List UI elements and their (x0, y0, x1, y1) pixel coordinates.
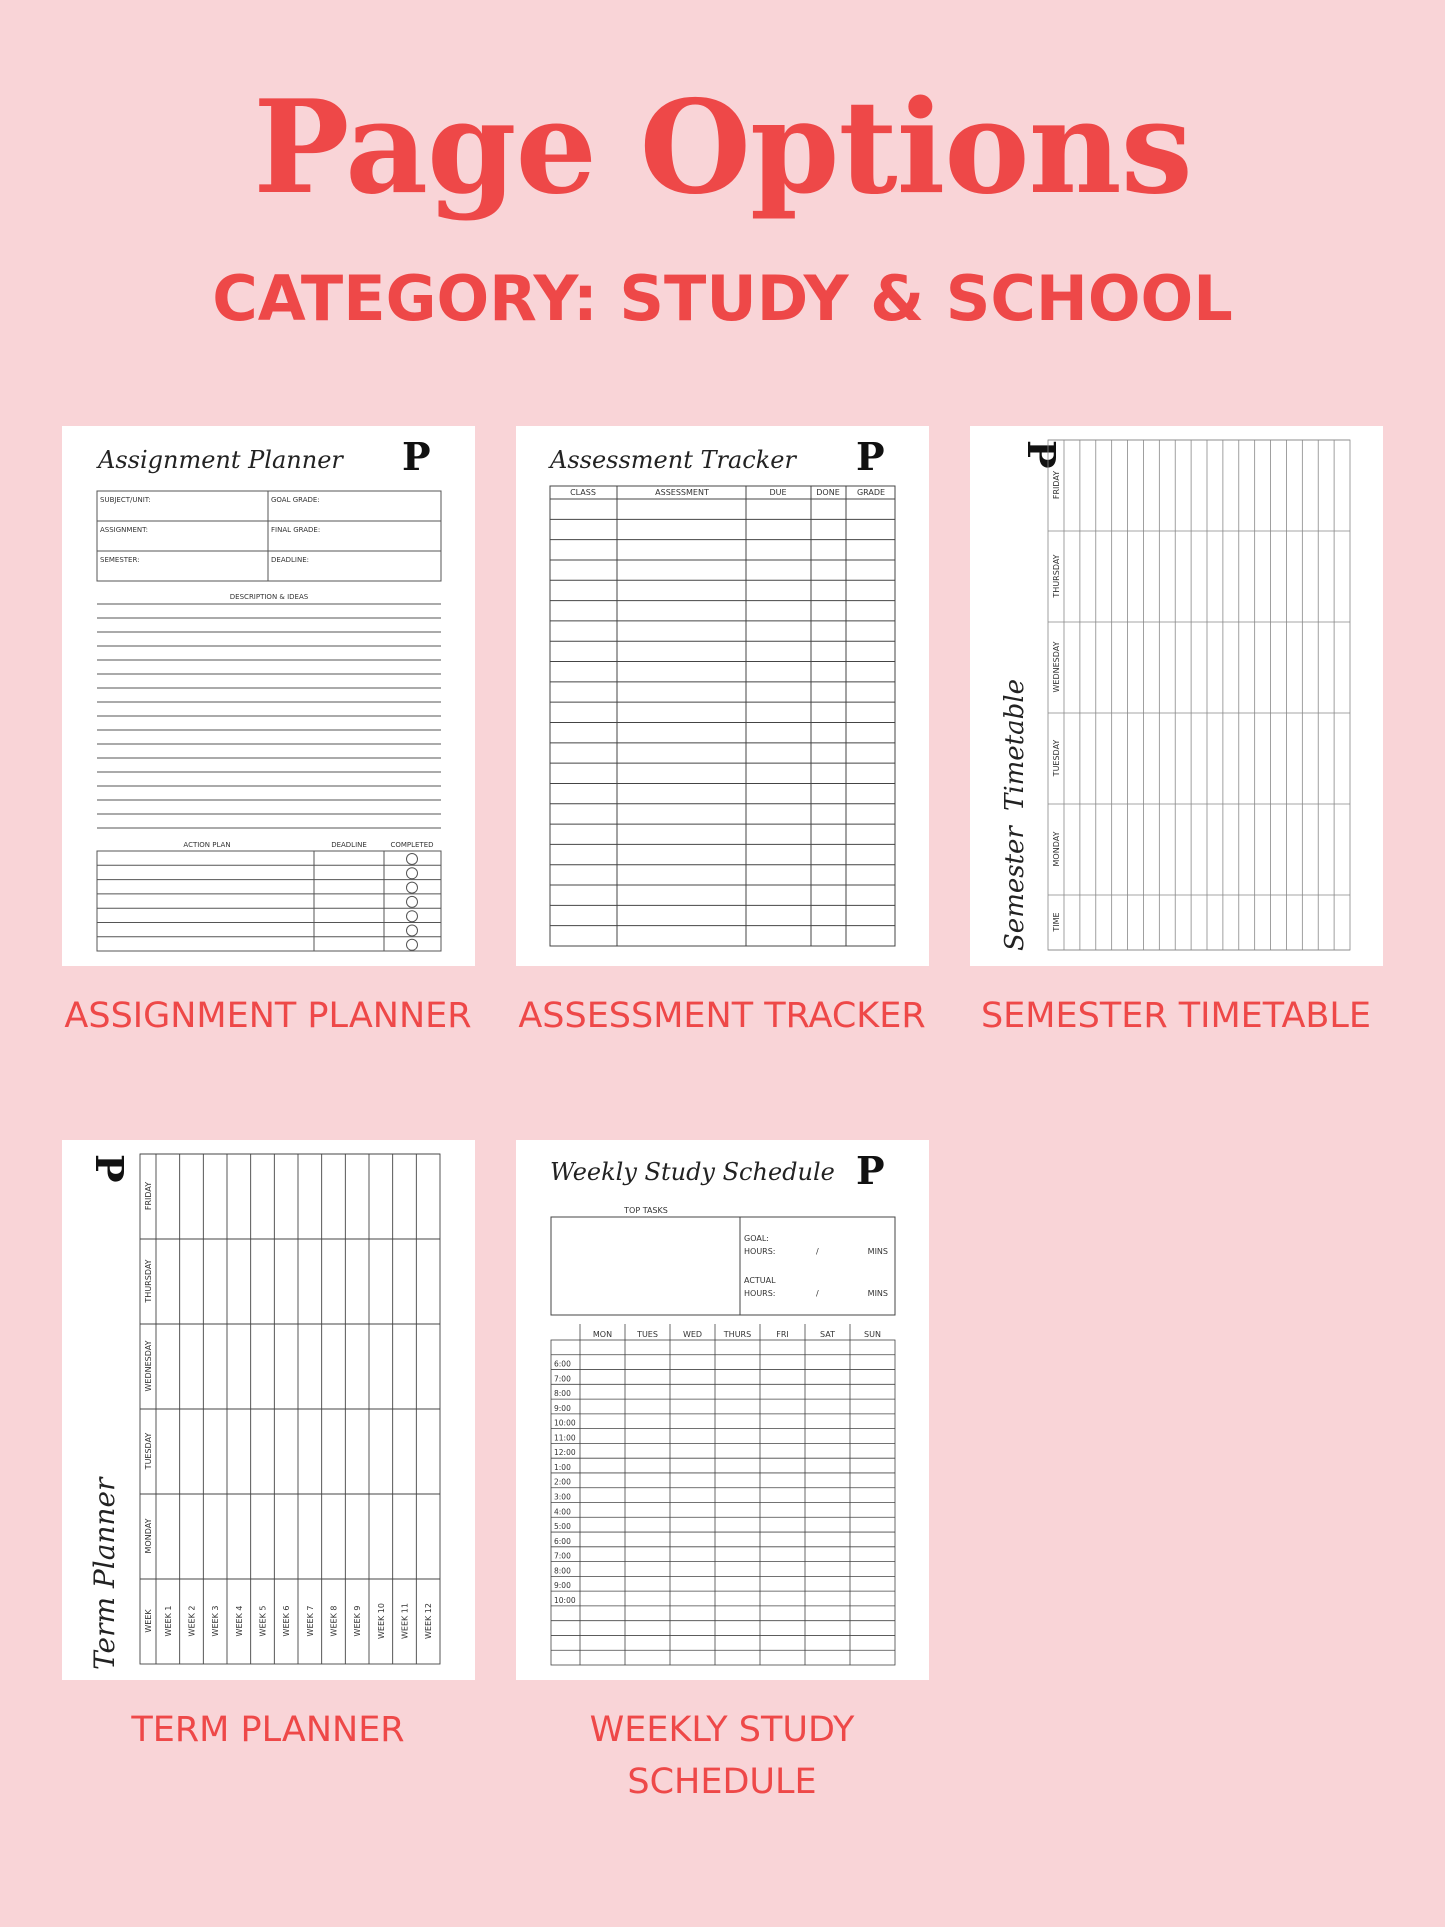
card-weekly-study-schedule[interactable] (516, 1140, 929, 1680)
actual-hours: HOURS: (744, 1289, 776, 1298)
term-week-label: WEEK 11 (400, 1603, 410, 1639)
schedule-time-label: 9:00 (554, 1581, 571, 1591)
term-planner-preview (62, 1140, 475, 1680)
schedule-day-label: MON (592, 1330, 613, 1339)
actual-separator: / (816, 1289, 819, 1298)
term-week-label: WEEK 1 (163, 1605, 173, 1637)
field-deadline: DEADLINE: (271, 556, 309, 564)
brand-logo-icon: P (1019, 440, 1064, 469)
caption-weekly-line-2: SCHEDULE (627, 1762, 817, 1802)
term-week-label: WEEK 12 (424, 1603, 434, 1639)
schedule-day-label: SAT (820, 1330, 835, 1339)
caption-term-planner: TERM PLANNER (131, 1710, 405, 1750)
actual-mins: MINS (867, 1289, 888, 1298)
schedule-time-label: 1:00 (554, 1462, 571, 1472)
timetable-grid (1048, 440, 1350, 950)
semester-timetable-preview (970, 426, 1383, 966)
caption-weekly-study-schedule (492, 1704, 952, 1808)
term-week-label: WEEK 6 (282, 1605, 292, 1637)
timetable-day-label: FRIDAY (1052, 470, 1061, 500)
category-subtitle: CATEGORY: STUDY & SCHOOL (212, 262, 1233, 335)
schedule-time-label: 4:00 (554, 1507, 571, 1517)
schedule-time-label: 11:00 (554, 1433, 576, 1443)
assessment-tracker-title: Assessment Tracker (550, 446, 796, 474)
schedule-time-label: 3:00 (554, 1492, 571, 1502)
goal-hours: HOURS: (744, 1247, 776, 1256)
schedule-time-label: 6:00 (554, 1536, 571, 1546)
timetable-day-label: MONDAY (1052, 831, 1061, 867)
column-done: DONE (816, 488, 840, 497)
checkbox-circle-icon[interactable] (407, 925, 418, 936)
caption-assessment-tracker: ASSESSMENT TRACKER (518, 996, 926, 1036)
card-term-planner[interactable] (62, 1140, 475, 1680)
timetable-day-label: THURSDAY (1052, 554, 1061, 598)
caption-semester-timetable: SEMESTER TIMETABLE (980, 996, 1372, 1036)
goal-label: GOAL: (744, 1234, 769, 1243)
schedule-time-label: 2:00 (554, 1477, 571, 1487)
term-planner-title: Term Planner (88, 1477, 121, 1670)
caption-weekly-line-1: WEEKLY STUDY (589, 1710, 855, 1750)
column-due: DUE (769, 488, 787, 497)
checkbox-circle-icon[interactable] (407, 854, 418, 865)
term-day-label: THURSDAY (144, 1259, 153, 1303)
timetable-day-label: WEDNESDAY (1052, 641, 1061, 693)
goal-separator: / (816, 1247, 819, 1256)
goal-mins: MINS (867, 1247, 888, 1256)
schedule-time-label: 12:00 (554, 1448, 576, 1458)
schedule-day-label: THURS (723, 1330, 752, 1339)
schedule-time-label: 10:00 (554, 1418, 576, 1428)
card-semester-timetable[interactable] (970, 426, 1383, 966)
schedule-time-label: 7:00 (554, 1374, 571, 1384)
brand-logo-icon: P (402, 434, 431, 479)
checkbox-circle-icon[interactable] (407, 896, 418, 907)
term-week-label: WEEK 10 (376, 1603, 386, 1639)
schedule-time-label: 8:00 (554, 1566, 571, 1576)
term-week-label: WEEK 3 (211, 1605, 221, 1637)
assignment-planner-preview (62, 426, 475, 966)
term-week-label: WEEK 5 (258, 1605, 268, 1637)
timetable-day-label: TUESDAY (1052, 739, 1061, 777)
term-day-label: WEDNESDAY (144, 1340, 153, 1392)
field-goal-grade: GOAL GRADE: (271, 496, 320, 504)
caption-assignment-planner: ASSIGNMENT PLANNER (64, 996, 472, 1036)
schedule-time-label: 10:00 (554, 1595, 576, 1605)
term-week-label: WEEK 4 (234, 1605, 244, 1637)
term-week-label: WEEK (144, 1609, 153, 1633)
schedule-day-label: TUES (637, 1330, 658, 1339)
page-title: Page Options (253, 73, 1192, 223)
schedule-time-label: 7:00 (554, 1551, 571, 1561)
checkbox-circle-icon[interactable] (407, 868, 418, 879)
card-assignment-planner[interactable] (62, 426, 475, 966)
schedule-time-label: 8:00 (554, 1389, 571, 1399)
term-day-label: MONDAY (144, 1518, 153, 1554)
term-week-label: WEEK 7 (305, 1605, 315, 1637)
timetable-title-semester: Semester (1000, 826, 1030, 951)
term-day-label: TUESDAY (144, 1432, 153, 1470)
tracker-table (550, 486, 895, 946)
timetable-title-word: Timetable (1000, 679, 1030, 811)
brand-logo-icon: P (856, 1148, 885, 1193)
schedule-day-label: WED (682, 1330, 703, 1339)
assignment-planner-title: Assignment Planner (98, 446, 343, 474)
schedule-time-label: 5:00 (554, 1522, 571, 1532)
card-assessment-tracker[interactable] (516, 426, 929, 966)
description-label: DESCRIPTION & IDEAS (229, 593, 309, 601)
schedule-time-label: 9:00 (554, 1403, 571, 1413)
field-final-grade: FINAL GRADE: (271, 526, 321, 534)
weekly-study-schedule-preview (516, 1140, 929, 1680)
checkbox-circle-icon[interactable] (407, 882, 418, 893)
brand-logo-icon: P (87, 1154, 132, 1183)
column-grade: GRADE (856, 488, 886, 497)
term-week-label: WEEK 8 (329, 1605, 339, 1637)
weekly-schedule-title: Weekly Study Schedule (550, 1158, 835, 1186)
term-day-label: FRIDAY (144, 1181, 153, 1211)
actual-label: ACTUAL (744, 1276, 776, 1285)
checkbox-circle-icon[interactable] (407, 939, 418, 950)
timetable-day-label: TIME (1052, 912, 1061, 932)
column-class: CLASS (570, 488, 596, 497)
column-assessment: ASSESSMENT (655, 488, 709, 497)
field-subject: SUBJECT/UNIT: (100, 496, 151, 504)
schedule-time-label: 6:00 (554, 1359, 571, 1369)
schedule-day-label: SUN (864, 1330, 881, 1339)
checkbox-circle-icon[interactable] (407, 911, 418, 922)
action-plan-header: ACTION PLAN (183, 841, 231, 849)
term-week-label: WEEK 2 (187, 1605, 197, 1637)
brand-logo-icon: P (856, 434, 885, 479)
top-tasks-label: TOP TASKS (624, 1206, 668, 1215)
deadline-header: DEADLINE (331, 841, 367, 849)
field-assignment: ASSIGNMENT: (100, 526, 148, 534)
field-semester: SEMESTER: (100, 556, 140, 564)
assessment-tracker-preview (516, 426, 929, 966)
schedule-day-label: FRI (776, 1330, 789, 1339)
term-week-label: WEEK 9 (353, 1605, 363, 1637)
completed-header: COMPLETED (390, 841, 434, 849)
